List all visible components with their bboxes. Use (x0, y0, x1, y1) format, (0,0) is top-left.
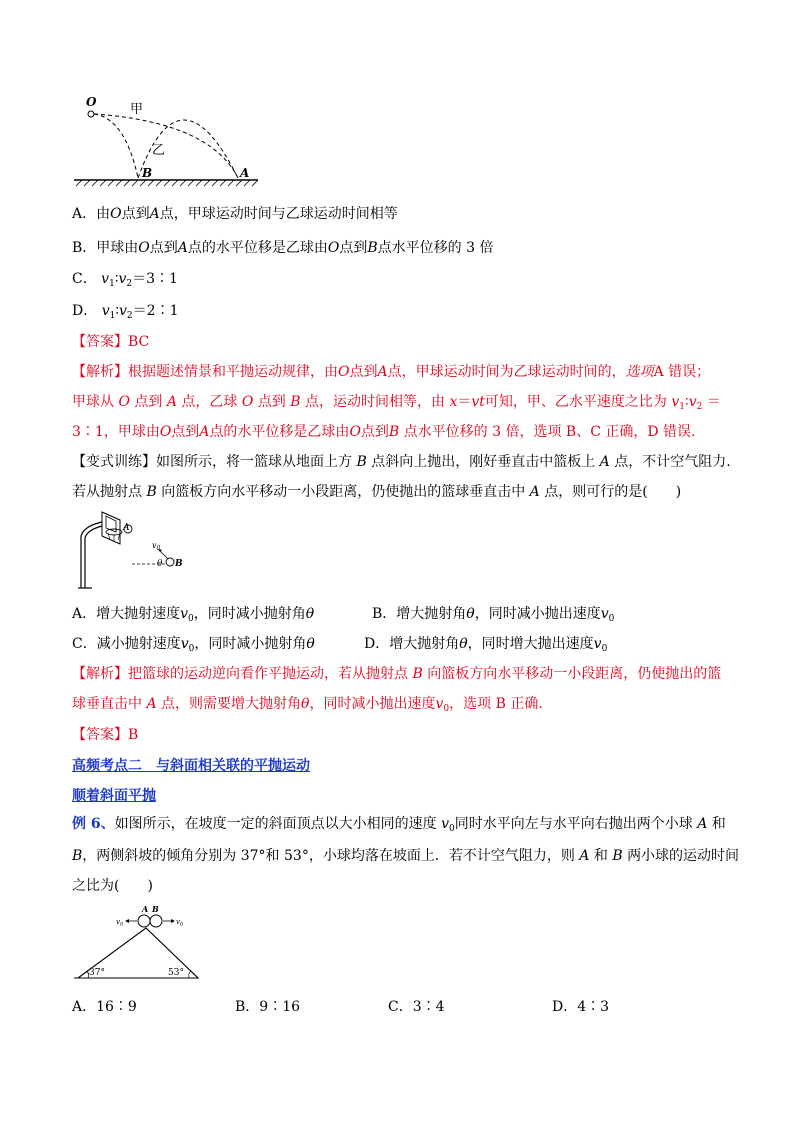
label-B: B (142, 166, 153, 180)
q1-answer: 【答案】BC (72, 334, 150, 350)
fig3-label-B: B (152, 904, 159, 914)
label-jia: 甲 (130, 102, 144, 117)
fig2-label-v0: $v_0$ (152, 541, 161, 552)
label-yi: 乙 (152, 143, 166, 158)
q1-analysis-line1: 【解析】根据题述情景和平抛运动规律，由O点到A点，甲球运动时间为乙球运动时间的，选项A 错误； (72, 364, 711, 380)
angle-53: 53° (168, 968, 184, 978)
q2-answer: 【答案】B (72, 727, 139, 743)
section-title: 高频考点二 与斜面相关联的平抛运动 (72, 758, 310, 774)
angle-37: 37° (89, 968, 105, 978)
variant-line2: 若从抛射点 B 向篮板方向水平移动一小段距离，仍使抛出的篮球垂直击中 A 点，则可行的是( ) (72, 484, 682, 500)
incline-figure (72, 904, 202, 982)
ex6-option-d: D．4∶3 (552, 999, 610, 1015)
q2-option-d: D．增大抛射角θ，同时增大抛出速度$v_0$ (364, 636, 608, 654)
fig3-label-A: A (142, 904, 149, 914)
option-c: C． $v_1∶v_2=3∶1$ (72, 271, 178, 289)
ex6-option-b: B．9∶16 (235, 999, 301, 1015)
ex6-option-a: A．16∶9 (72, 999, 137, 1015)
fig3-v0-right: $v_0$ (176, 918, 184, 928)
fig3-v0-left: $v_0$ (116, 918, 124, 928)
basketball-figure (72, 508, 202, 590)
fig2-label-B: B (175, 559, 183, 569)
trajectory-figure (70, 92, 270, 188)
q2-option-a: A．增大抛射速度$v_0$，同时减小抛射角θ (72, 606, 315, 624)
q1-analysis-line3: 3∶1，甲球由O点到A点的水平位移是乙球由O点到B 点水平位移的 3 倍，选项 B、C 正确，D 错误. (72, 424, 696, 440)
q2-option-c: C．减小抛射速度$v_0$，同时减小抛射角θ (72, 636, 315, 654)
ex6-option-c: C．3∶4 (388, 999, 445, 1015)
example6-line1: 例 6、如图所示，在坡度一定的斜面顶点以大小相同的速度 $v_0$同时水平向左与水平向右抛出两个小球 A 和 (72, 816, 726, 834)
label-A: A (240, 166, 250, 180)
option-d: D． $v_1∶v_2=2∶1$ (72, 303, 179, 321)
label-O: O (86, 95, 97, 109)
fig2-label-A: A (123, 523, 130, 533)
option-b: B．甲球由O点到A点的水平位移是乙球由O点到B点水平位移的 3 倍 (72, 240, 494, 256)
fig2-label-theta: θ (157, 559, 163, 569)
q1-analysis-line2: 甲球从 O 点到 A 点，乙球 O 点到 B 点，运动时间相等，由 x＝vt可知，甲、乙水平速度之比为 $v_1∶v_2$ ＝ (72, 394, 721, 412)
q2-option-b: B．增大抛射角θ，同时减小抛出速度$v_0$ (372, 606, 615, 624)
variant-line1: 【变式训练】如图所示，将一篮球从地面上方 B 点斜向上抛出，刚好垂直击中篮板上 A 点，不计空气阻力. (72, 454, 731, 470)
example6-line3: 之比为( ) (72, 878, 153, 894)
example6-line2: B，两侧斜坡的倾角分别为 37°和 53°，小球均落在坡面上．若不计空气阻力，则 A 和 B 两小球的运动时间 (72, 848, 740, 864)
q2-analysis-line2: 球垂直击中 A 点，则需要增大抛射角θ，同时减小抛出速度$v_0$，选项 B 正确. (72, 696, 543, 714)
option-a: A．由O点到A点，甲球运动时间与乙球运动时间相等 (72, 206, 398, 222)
section-subtitle: 顺着斜面平抛 (72, 788, 156, 804)
q2-analysis-line1: 【解析】把篮球的运动逆向看作平抛运动，若从抛射点 B 向篮板方向水平移动一小段距离，仍使抛出的篮 (72, 666, 722, 682)
